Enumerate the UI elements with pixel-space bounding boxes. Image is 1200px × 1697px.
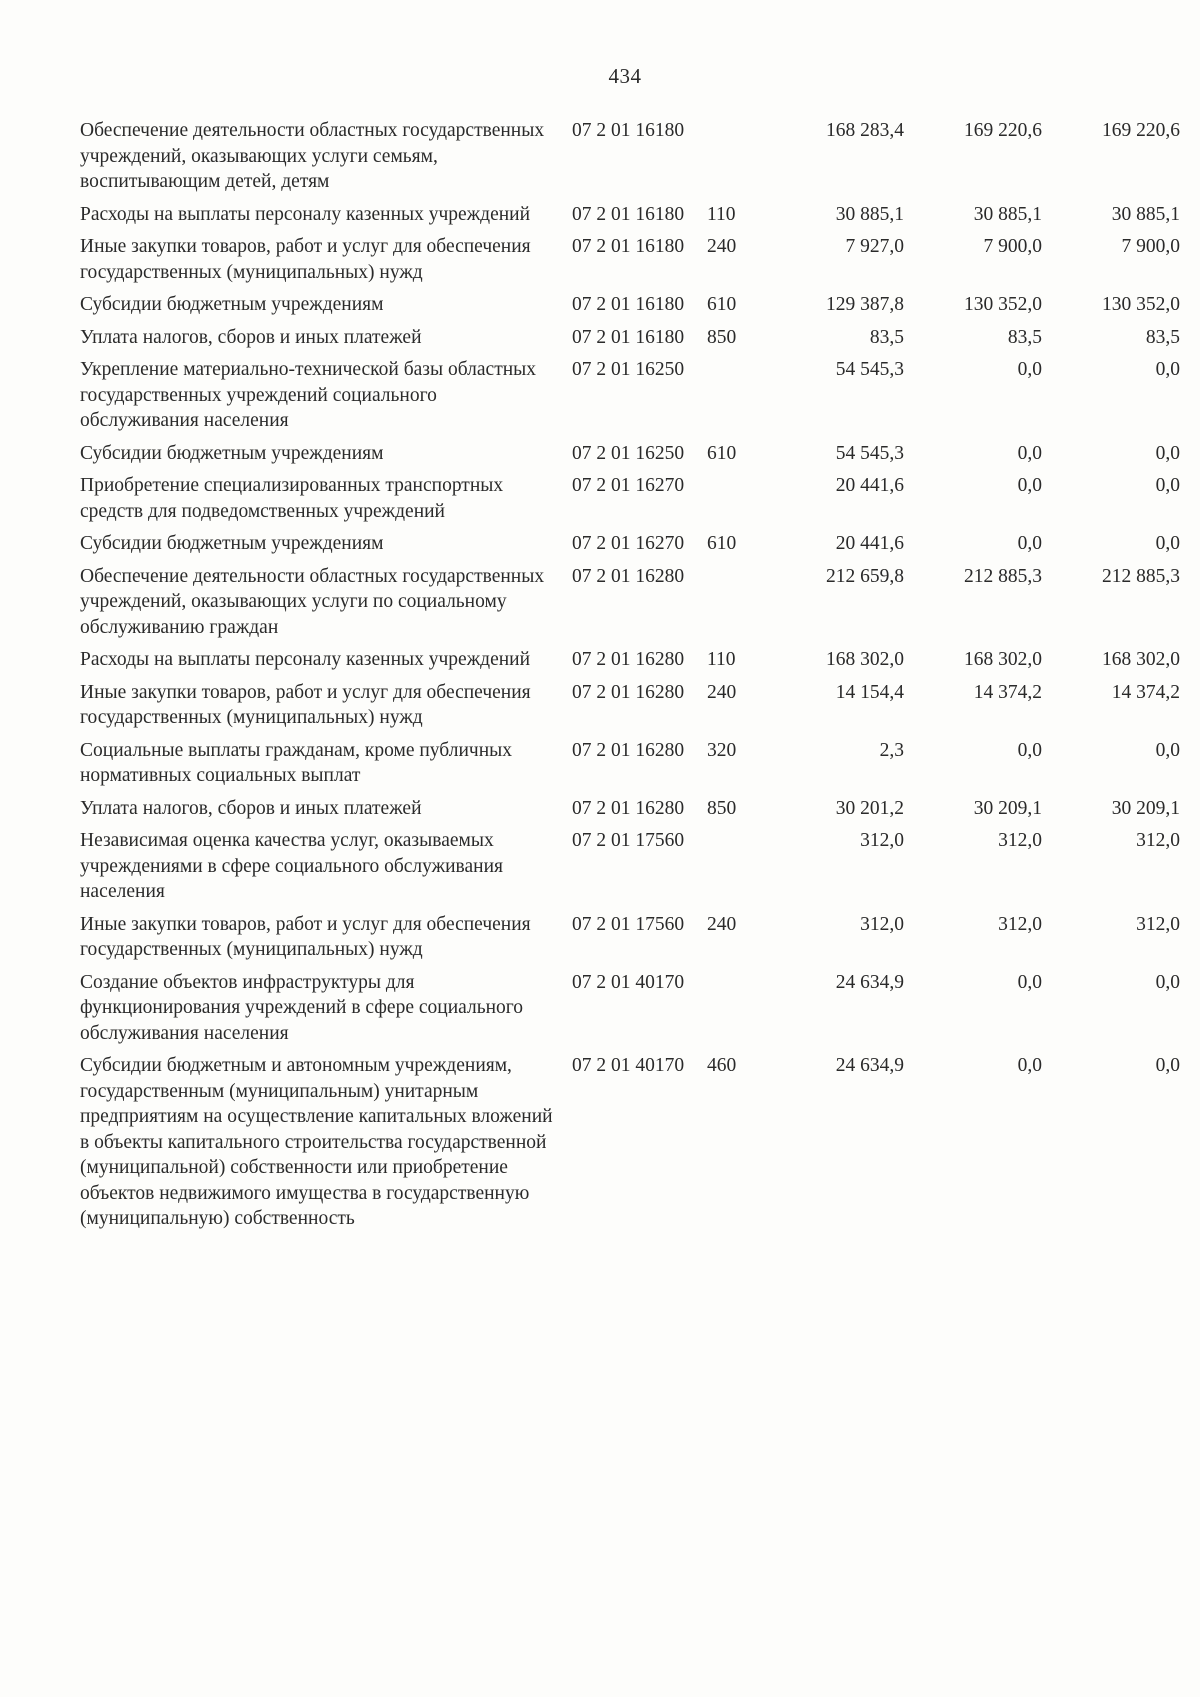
table-row xyxy=(80,796,1180,829)
row-code: 07 2 01 16280 xyxy=(572,649,685,670)
table-row xyxy=(80,680,1180,738)
row-value-3: 30 209,1 xyxy=(1111,797,1180,819)
row-name: Укрепление материально-технической базы областных государственных учреждений социального обслуживания населения xyxy=(80,359,537,431)
row-value-1: 30 885,1 xyxy=(835,203,904,225)
row-code: 07 2 01 16180 xyxy=(572,326,685,348)
row-expense-type: 110 xyxy=(707,203,736,225)
row-name: Субсидии бюджетным учреждениям xyxy=(80,294,384,315)
row-value-3: 14 374,2 xyxy=(1111,681,1180,703)
row-value-3: 312,0 xyxy=(1136,913,1180,935)
row-code: 07 2 01 16180 xyxy=(572,236,685,257)
row-value-2: 0,0 xyxy=(1017,971,1042,993)
row-code: 07 2 01 16180 xyxy=(572,120,685,141)
row-value-3: 169 220,6 xyxy=(1102,120,1180,141)
row-value-2: 312,0 xyxy=(998,913,1042,935)
table-row xyxy=(80,473,1180,531)
row-name: Независимая оценка качества услуг, оказываемых учреждениями в сфере социального обслуживания населения xyxy=(80,830,504,902)
row-name: Расходы на выплаты персоналу казенных учреждений xyxy=(80,203,531,225)
row-code: 07 2 01 16250 xyxy=(572,442,685,464)
row-expense-type: 850 xyxy=(707,326,737,348)
budget-table-body xyxy=(80,118,1180,1239)
row-expense-type xyxy=(699,970,754,1054)
row-code: 07 2 01 40170 xyxy=(572,971,685,993)
row-expense-type: 610 xyxy=(707,533,737,554)
row-value-1: 24 634,9 xyxy=(835,971,904,993)
row-expense-type xyxy=(699,828,754,912)
row-value-1: 2,3 xyxy=(879,739,904,761)
row-value-2: 0,0 xyxy=(1017,359,1042,380)
row-value-1: 312,0 xyxy=(860,830,904,851)
row-name: Иные закупки товаров, работ и услуг для обеспечения государственных (муниципальных) нужд xyxy=(80,913,531,960)
row-expense-type xyxy=(699,118,754,202)
budget-table xyxy=(80,118,1180,1239)
row-value-1: 83,5 xyxy=(869,326,904,348)
row-code: 07 2 01 16180 xyxy=(572,203,685,225)
row-value-2: 83,5 xyxy=(1007,326,1042,348)
row-value-2: 30 885,1 xyxy=(973,203,1042,225)
row-name: Субсидии бюджетным учреждениям xyxy=(80,442,384,464)
row-value-3: 168 302,0 xyxy=(1102,649,1180,670)
row-value-2: 0,0 xyxy=(1017,1055,1042,1076)
row-value-2: 212 885,3 xyxy=(964,565,1042,587)
row-value-1: 54 545,3 xyxy=(835,359,904,380)
table-row xyxy=(80,738,1180,796)
row-value-1: 20 441,6 xyxy=(835,475,904,496)
row-code: 07 2 01 40170 xyxy=(572,1055,685,1076)
row-value-3: 312,0 xyxy=(1136,830,1180,851)
row-value-1: 14 154,4 xyxy=(835,681,904,703)
row-name: Расходы на выплаты персоналу казенных учреждений xyxy=(80,649,531,670)
row-value-3: 83,5 xyxy=(1145,326,1180,348)
table-row xyxy=(80,828,1180,912)
row-value-1: 212 659,8 xyxy=(826,565,904,587)
row-value-3: 0,0 xyxy=(1155,971,1180,993)
row-name: Создание объектов инфраструктуры для функционирования учреждений в сфере социального обслуживания населения xyxy=(80,971,524,1044)
table-row xyxy=(80,1053,1180,1239)
row-expense-type: 240 xyxy=(707,681,737,703)
table-row xyxy=(80,531,1180,564)
row-value-2: 0,0 xyxy=(1017,739,1042,761)
row-code: 07 2 01 17560 xyxy=(572,913,685,935)
row-value-3: 0,0 xyxy=(1155,475,1180,496)
row-value-2: 169 220,6 xyxy=(964,120,1042,141)
row-value-1: 312,0 xyxy=(860,913,904,935)
row-value-1: 30 201,2 xyxy=(835,797,904,819)
row-name: Обеспечение деятельности областных государственных учреждений, оказывающих услуги по социальному обслуживанию граждан xyxy=(80,565,545,638)
row-value-2: 168 302,0 xyxy=(964,649,1042,670)
row-expense-type: 460 xyxy=(707,1055,737,1076)
table-row xyxy=(80,292,1180,325)
row-name: Иные закупки товаров, работ и услуг для обеспечения государственных (муниципальных) нужд xyxy=(80,236,531,283)
row-code: 07 2 01 16270 xyxy=(572,533,685,554)
row-value-1: 168 283,4 xyxy=(826,120,904,141)
row-value-3: 0,0 xyxy=(1155,359,1180,380)
row-name: Приобретение специализированных транспортных средств для подведомственных учреждений xyxy=(80,475,504,522)
row-code: 07 2 01 16280 xyxy=(572,739,685,761)
row-code: 07 2 01 16280 xyxy=(572,565,685,587)
row-value-1: 168 302,0 xyxy=(826,649,904,670)
row-value-2: 312,0 xyxy=(998,830,1042,851)
row-value-2: 14 374,2 xyxy=(973,681,1042,703)
row-expense-type xyxy=(699,564,754,648)
row-value-1: 129 387,8 xyxy=(826,294,904,315)
row-expense-type: 110 xyxy=(707,649,736,670)
row-name: Уплата налогов, сборов и иных платежей xyxy=(80,797,422,819)
row-expense-type: 850 xyxy=(707,797,737,819)
table-row xyxy=(80,970,1180,1054)
row-expense-type xyxy=(699,473,754,531)
row-value-2: 30 209,1 xyxy=(973,797,1042,819)
row-code: 07 2 01 17560 xyxy=(572,830,685,851)
row-name: Субсидии бюджетным и автономным учреждениям, государственным (муниципальным) унитарным предприятиям на осуществление капитальных вложений в объекты капитального строительства государственной (муниципальной) собственности или приобретение объектов недвижимого имущества в государственную (муниципальную) собственность xyxy=(80,1055,553,1229)
row-expense-type: 320 xyxy=(707,739,737,761)
row-name: Уплата налогов, сборов и иных платежей xyxy=(80,326,422,348)
row-value-1: 54 545,3 xyxy=(835,442,904,464)
row-code: 07 2 01 16250 xyxy=(572,359,685,380)
row-value-2: 7 900,0 xyxy=(983,236,1042,257)
row-value-2: 0,0 xyxy=(1017,475,1042,496)
table-row xyxy=(80,564,1180,648)
table-row xyxy=(80,912,1180,970)
row-value-3: 30 885,1 xyxy=(1111,203,1180,225)
row-value-3: 0,0 xyxy=(1155,1055,1180,1076)
row-value-2: 0,0 xyxy=(1017,533,1042,554)
row-name: Социальные выплаты гражданам, кроме публичных нормативных социальных выплат xyxy=(80,739,512,786)
row-value-3: 7 900,0 xyxy=(1121,236,1180,257)
table-row xyxy=(80,118,1180,202)
row-value-3: 212 885,3 xyxy=(1102,565,1180,587)
table-row xyxy=(80,325,1180,358)
row-expense-type: 240 xyxy=(707,236,737,257)
row-expense-type: 610 xyxy=(707,294,737,315)
row-code: 07 2 01 16270 xyxy=(572,475,685,496)
row-code: 07 2 01 16280 xyxy=(572,797,685,819)
table-row xyxy=(80,647,1180,680)
row-expense-type xyxy=(699,357,754,441)
row-name: Обеспечение деятельности областных государственных учреждений, оказывающих услуги семьям, воспитывающим детей, детям xyxy=(80,120,545,192)
row-code: 07 2 01 16280 xyxy=(572,681,685,703)
row-name: Субсидии бюджетным учреждениям xyxy=(80,533,384,554)
table-row xyxy=(80,441,1180,474)
row-code: 07 2 01 16180 xyxy=(572,294,685,315)
table-row xyxy=(80,234,1180,292)
row-value-2: 130 352,0 xyxy=(964,294,1042,315)
row-expense-type: 610 xyxy=(707,442,737,464)
row-value-2: 0,0 xyxy=(1017,442,1042,464)
row-expense-type: 240 xyxy=(707,913,737,935)
row-value-3: 0,0 xyxy=(1155,442,1180,464)
table-row xyxy=(80,357,1180,441)
table-row xyxy=(80,202,1180,235)
row-name: Иные закупки товаров, работ и услуг для обеспечения государственных (муниципальных) нужд xyxy=(80,681,531,728)
row-value-1: 24 634,9 xyxy=(835,1055,904,1076)
row-value-3: 0,0 xyxy=(1155,739,1180,761)
row-value-1: 20 441,6 xyxy=(835,533,904,554)
row-value-1: 7 927,0 xyxy=(845,236,904,257)
page-number: 434 xyxy=(608,64,642,88)
row-value-3: 0,0 xyxy=(1155,533,1180,554)
row-value-3: 130 352,0 xyxy=(1102,294,1180,315)
